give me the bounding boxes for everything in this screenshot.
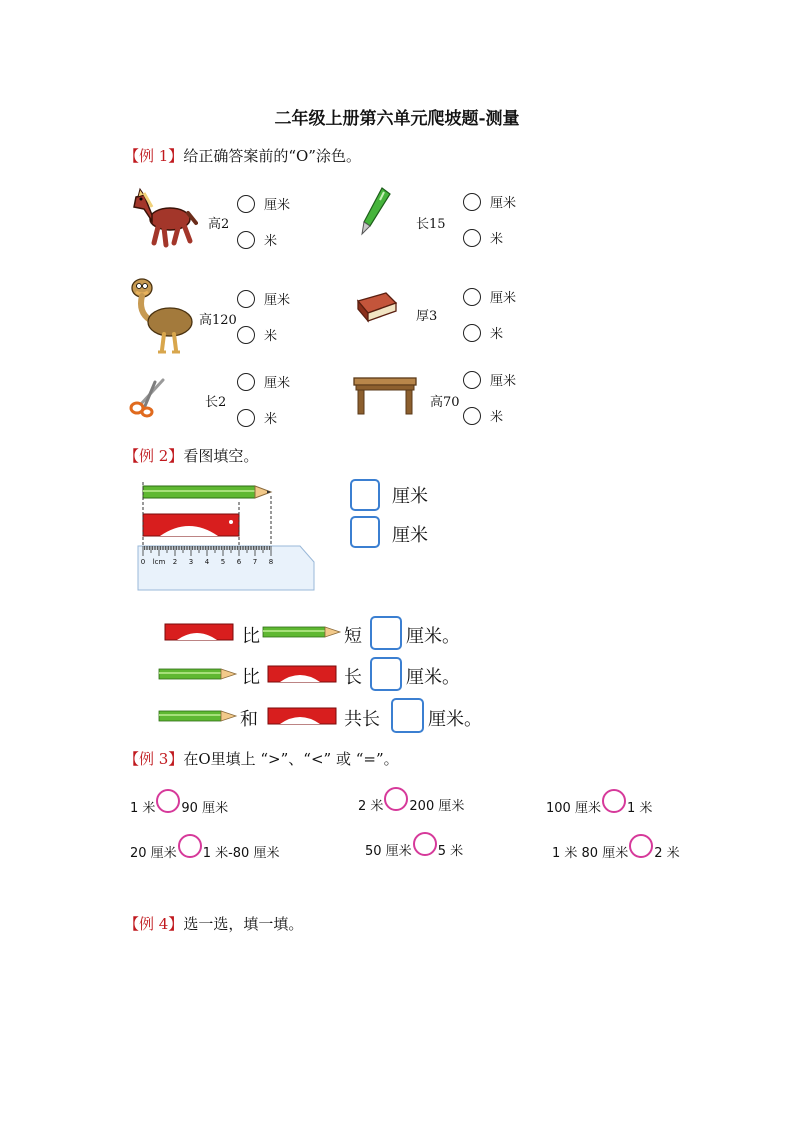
ruler-tick-label: 4 xyxy=(204,558,210,566)
item-6-option-m-label: 米 xyxy=(490,410,504,425)
item-4-option-m-label: 米 xyxy=(490,327,504,342)
item-3-option-cm-circle[interactable] xyxy=(237,290,255,308)
unit-cm-1: 厘米 xyxy=(392,486,428,507)
compare-item-6 xyxy=(552,839,680,863)
answer-box-ruler-length[interactable] xyxy=(350,516,380,548)
compare-item-2 xyxy=(358,792,464,816)
example-3-tag: 【例 3】 xyxy=(124,750,184,768)
item-3-option-m-label: 米 xyxy=(264,329,278,344)
ruler-tick-label: lcm xyxy=(152,558,166,566)
ruler-tick-label: 3 xyxy=(188,558,194,566)
item-5-option-cm-label: 厘米 xyxy=(264,376,291,391)
pen-icon xyxy=(358,186,392,236)
ruler-tick-label: 8 xyxy=(268,558,274,566)
example-1-text: 给正确答案前的“O”涂色。 xyxy=(183,147,361,165)
compare-1-right: 90 厘米 xyxy=(181,800,229,816)
item-6-option-m[interactable] xyxy=(463,406,503,425)
row-2-word-1: 比 xyxy=(242,667,260,688)
compare-item-1 xyxy=(130,794,228,818)
row-3-unit: 厘米。 xyxy=(428,709,482,730)
ruler-figure xyxy=(134,478,318,594)
item-1-label: 高2 xyxy=(208,217,230,232)
item-2-label: 长15 xyxy=(416,217,446,232)
page-title: 二年级上册第六单元爬坡题-测量 xyxy=(274,109,520,129)
item-4-option-cm[interactable] xyxy=(463,287,516,306)
item-4-option-m-circle[interactable] xyxy=(463,324,481,342)
item-2-option-cm-label: 厘米 xyxy=(490,196,517,211)
compare-3-circle[interactable] xyxy=(602,789,626,813)
example-4-tag: 【例 4】 xyxy=(124,915,184,933)
example-3-heading xyxy=(124,748,399,769)
ostrich-icon xyxy=(128,276,198,356)
item-1-option-cm-circle[interactable] xyxy=(237,195,255,213)
item-1-option-cm-label: 厘米 xyxy=(264,198,291,213)
unit-cm-2: 厘米 xyxy=(392,525,428,546)
item-4-option-cm-circle[interactable] xyxy=(463,288,481,306)
red-ruler-icon xyxy=(266,664,338,684)
item-4-option-cm-label: 厘米 xyxy=(490,291,517,306)
compare-4-right: 1 米-80 厘米 xyxy=(202,845,280,861)
book-icon xyxy=(354,289,398,323)
item-5-option-m-label: 米 xyxy=(264,412,278,427)
green-pencil-icon xyxy=(262,625,342,639)
ruler-tick-label: 7 xyxy=(252,558,258,566)
item-3-option-cm-label: 厘米 xyxy=(264,293,291,308)
compare-item-3 xyxy=(546,794,652,818)
row-3-word-2: 共长 xyxy=(344,709,380,730)
answer-box-row-1[interactable] xyxy=(370,616,402,650)
item-2-option-m[interactable] xyxy=(463,228,503,247)
item-5-label: 长2 xyxy=(205,395,227,410)
item-3-option-m-circle[interactable] xyxy=(237,326,255,344)
item-6-option-cm-label: 厘米 xyxy=(490,374,517,389)
example-2-text: 看图填空。 xyxy=(183,447,259,465)
red-ruler-icon xyxy=(163,622,235,642)
example-2-tag: 【例 2】 xyxy=(124,447,184,465)
green-pencil-icon xyxy=(158,709,238,723)
compare-6-left: 1 米 80 厘米 xyxy=(552,845,629,861)
compare-5-right: 5 米 xyxy=(437,843,464,859)
horse-icon xyxy=(130,183,198,249)
item-4-label: 厚3 xyxy=(416,309,438,324)
compare-1-left: 1 米 xyxy=(130,800,156,816)
item-1-option-m-circle[interactable] xyxy=(237,231,255,249)
item-3-label: 高120 xyxy=(199,313,237,328)
row-3-word-1: 和 xyxy=(240,709,258,730)
compare-3-left: 100 厘米 xyxy=(546,800,601,816)
compare-2-left: 2 米 xyxy=(358,798,384,814)
item-5-option-m-circle[interactable] xyxy=(237,409,255,427)
compare-5-left: 50 厘米 xyxy=(365,843,412,859)
example-4-text: 选一选，填一填。 xyxy=(183,915,304,933)
row-2-unit: 厘米。 xyxy=(406,667,460,688)
item-1-option-cm[interactable] xyxy=(237,194,290,213)
ruler-tick-label: 5 xyxy=(220,558,226,566)
compare-4-circle[interactable] xyxy=(178,834,202,858)
example-1-heading xyxy=(124,145,361,166)
compare-2-right: 200 厘米 xyxy=(409,798,465,814)
item-3-option-cm[interactable] xyxy=(237,289,290,308)
item-5-option-cm[interactable] xyxy=(237,372,290,391)
item-1-option-m[interactable] xyxy=(237,230,277,249)
answer-box-pencil-length[interactable] xyxy=(350,479,380,511)
ruler-tick-label: 6 xyxy=(236,558,242,566)
item-6-label: 高70 xyxy=(430,395,460,410)
scissors-icon xyxy=(127,378,165,418)
item-6-option-cm-circle[interactable] xyxy=(463,371,481,389)
row-1-unit: 厘米。 xyxy=(406,626,460,647)
compare-1-circle[interactable] xyxy=(156,789,180,813)
item-6-option-cm[interactable] xyxy=(463,370,516,389)
ruler-tick-label: 0 xyxy=(140,558,146,566)
item-5-option-m[interactable] xyxy=(237,408,277,427)
item-4-option-m[interactable] xyxy=(463,323,503,342)
example-4-heading xyxy=(124,913,303,934)
compare-2-circle[interactable] xyxy=(384,787,408,811)
answer-box-row-2[interactable] xyxy=(370,657,402,691)
compare-item-4 xyxy=(130,839,279,863)
compare-item-5 xyxy=(365,837,463,861)
item-1-option-m-label: 米 xyxy=(264,234,278,249)
item-2-option-cm[interactable] xyxy=(463,192,516,211)
example-1-tag: 【例 1】 xyxy=(124,147,184,165)
example-2-heading xyxy=(124,445,258,466)
compare-3-right: 1 米 xyxy=(626,800,653,816)
ruler-tick-label: 2 xyxy=(172,558,178,566)
row-2-word-2: 长 xyxy=(344,667,362,688)
compare-5-circle[interactable] xyxy=(413,832,437,856)
item-2-option-m-label: 米 xyxy=(490,232,504,247)
row-1-word-1: 比 xyxy=(242,626,260,647)
item-6-option-m-circle[interactable] xyxy=(463,407,481,425)
item-3-option-m[interactable] xyxy=(237,325,277,344)
row-1-word-2: 短 xyxy=(344,626,362,647)
compare-6-circle[interactable] xyxy=(629,834,653,858)
item-2-option-cm-circle[interactable] xyxy=(463,193,481,211)
red-ruler-icon xyxy=(266,706,338,726)
item-5-option-cm-circle[interactable] xyxy=(237,373,255,391)
answer-box-row-3[interactable] xyxy=(391,698,424,733)
example-3-text: 在O里填上 “>”、“<” 或 “=”。 xyxy=(183,750,399,768)
compare-6-right: 2 米 xyxy=(654,845,680,861)
item-2-option-m-circle[interactable] xyxy=(463,229,481,247)
compare-4-left: 20 厘米 xyxy=(130,845,177,861)
table-icon xyxy=(352,374,418,416)
green-pencil-icon xyxy=(158,667,238,681)
